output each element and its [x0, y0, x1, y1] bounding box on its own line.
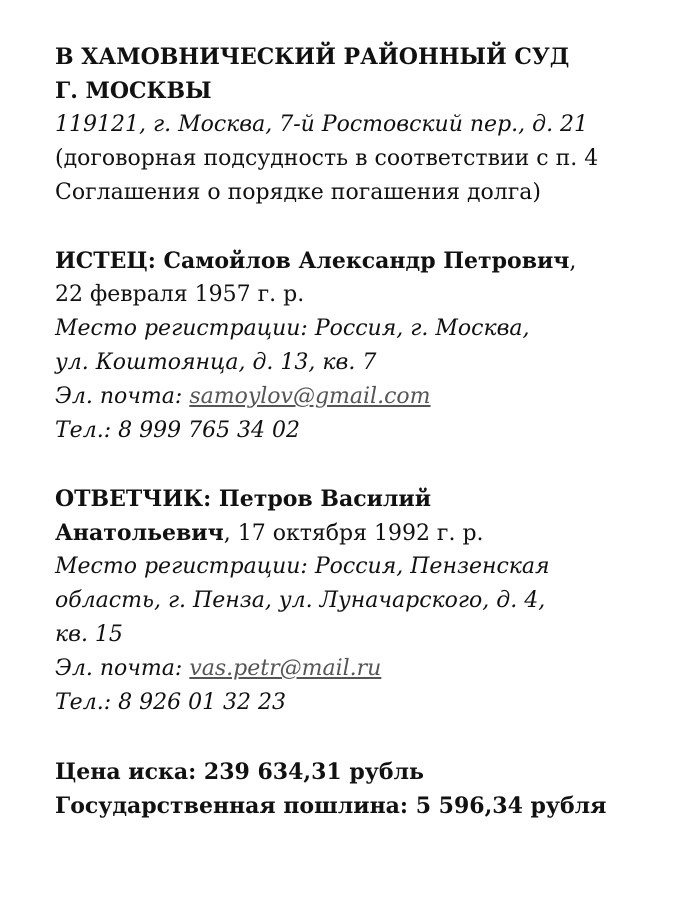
- defendant-reg-line3: кв. 15: [55, 622, 123, 647]
- defendant-email-link[interactable]: vas.petr@mail.ru: [189, 656, 382, 681]
- court-block: [55, 40, 655, 210]
- defendant-heading-line2: [55, 516, 655, 550]
- defendant-reg-line2: область, г. Пенза, ул. Луначарского, д. 4,: [55, 588, 546, 613]
- defendant-name-end: Анатольевич: [55, 520, 224, 546]
- defendant-birth: , 17 октября 1992 г. р.: [223, 521, 484, 546]
- defendant-block: [55, 482, 655, 720]
- plaintiff-email-line: [55, 380, 655, 414]
- plaintiff-birth: 22 февраля 1957 г. р.: [55, 282, 305, 307]
- plaintiff-email-link[interactable]: samoylov@gmail.com: [189, 384, 431, 409]
- plaintiff-phone: Тел.: 8 999 765 34 02: [55, 418, 301, 443]
- defendant-email-line: [55, 652, 655, 686]
- plaintiff-heading-line: [55, 244, 655, 278]
- plaintiff-block: [55, 244, 655, 448]
- state-duty: Государственная пошлина: 5 596,34 рубля: [55, 793, 607, 819]
- defendant-email-label: Эл. почта:: [55, 656, 190, 681]
- plaintiff-reg-line2: ул. Коштоянца, д. 13, кв. 7: [55, 350, 377, 375]
- plaintiff-reg-line1: Место регистрации: Россия, г. Москва,: [55, 316, 530, 341]
- defendant-heading-line1: ОТВЕТЧИК: Петров Василий: [55, 486, 432, 512]
- defendant-reg-line1: Место регистрации: Россия, Пензенская: [55, 554, 550, 579]
- claim-block: [55, 755, 655, 823]
- plaintiff-heading-suffix: ,: [569, 249, 577, 274]
- court-address: 119121, г. Москва, 7-й Ростовский пер., д. 21: [55, 112, 589, 137]
- claim-price: Цена иска: 239 634,31 рубль: [55, 759, 424, 785]
- defendant-phone: Тел.: 8 926 01 32 23: [55, 690, 287, 715]
- jurisdiction-line1: (договорная подсудность в соответствии с п. 4: [55, 146, 599, 171]
- court-name-line2: Г. МОСКВЫ: [55, 78, 212, 104]
- plaintiff-email-label: Эл. почта:: [55, 384, 190, 409]
- plaintiff-heading: ИСТЕЦ: Самойлов Александр Петрович: [55, 248, 570, 274]
- jurisdiction-line2: Соглашения о порядке погашения долга): [55, 180, 541, 205]
- court-name-line1: В ХАМОВНИЧЕСКИЙ РАЙОННЫЙ СУД: [55, 44, 570, 70]
